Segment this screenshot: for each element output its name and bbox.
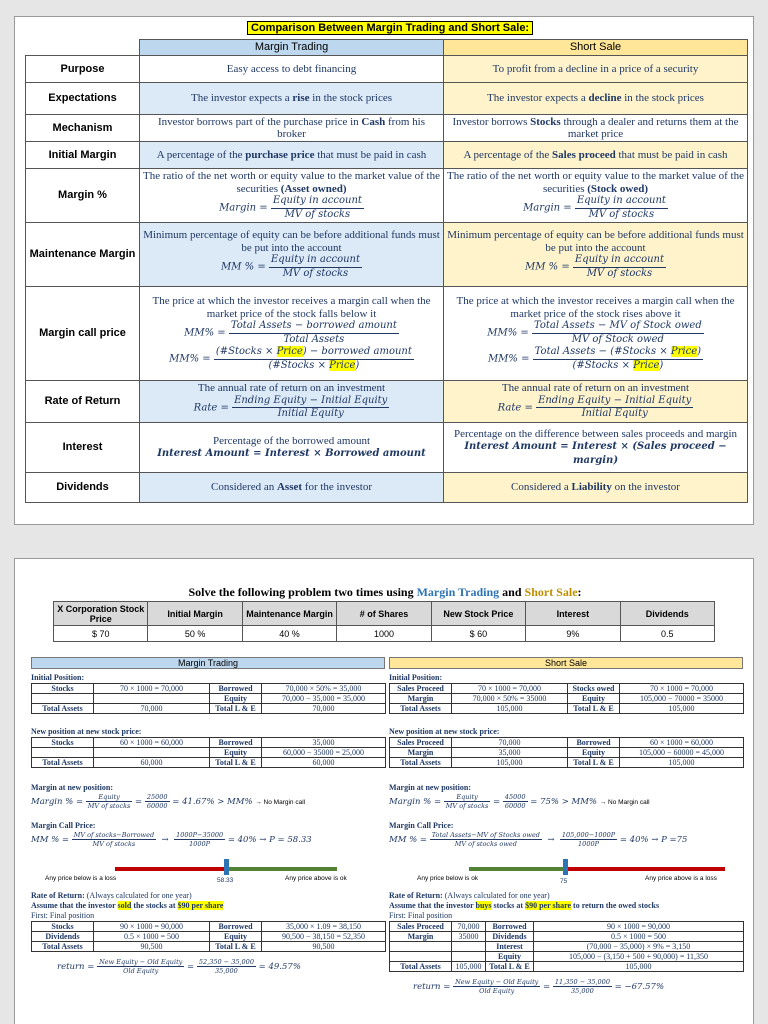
given-value: 1000 (337, 626, 431, 642)
ok-range-label: Any price below is ok (417, 875, 479, 882)
row-label-margin-call-price: Margin call price (26, 287, 140, 381)
given-value: $ 70 (54, 626, 148, 642)
margin-call-price-label: 75 (560, 878, 568, 885)
price-marker (563, 859, 568, 875)
ss-initial-position: Initial Position: Sales Proceed 70 × 1000 = 70,000 Stocks owed 70 × 1000 = 70,000 Margin 70,000 × 50% = 35000 Equity 105,000 − 70000 = 35000 Total Assets 105,000 Total L & E 105,000 (389, 673, 743, 714)
given-header: New Stock Price (431, 602, 525, 626)
given-header: Initial Margin (148, 602, 242, 626)
dividends-ss: Considered a Liability on the investor (444, 473, 748, 503)
col-header-short-sale: Short Sale (444, 40, 748, 56)
col-header-margin-trading: Margin Trading (140, 40, 444, 56)
margin-call-mt: The price at which the investor receives a margin call when the market price of the stock falls below it MM% = $\frac{\text{Total Assets − borrowed amount}}{\text{Total Assets}}$ MM% = $\frac{\text{(\#Stocks × Price) − borrowed amount}}{\text{(\#Stocks × Price)}}$ (140, 287, 444, 381)
margin-call-ss: The price at which the investor receives a margin call when the market price of the stock rises above it MM% = $\frac{\text{Total Assets − MV of Stock owed}}{\text{MV of Stock owed}}$ MM% = $\frac{\text{Total Assets − (\#Stocks × Price)}}{\text{(\#Stocks × Price)}}$ (444, 287, 748, 381)
margin-pct-ss: The ratio of the net worth or equity value to the market value of the securities (Stock owed) Margin = $\frac{\text{Equity in account}}{\text{MV of stocks}}$ (444, 169, 748, 223)
mechanism-ss: Investor borrows Stocks through a dealer and returns them at the market price (444, 115, 748, 142)
ok-range-bar (227, 867, 337, 871)
row-label-initial-margin: Initial Margin (26, 142, 140, 169)
ror-mt: The annual rate of return on an investment Rate = $\frac{\text{Ending Equity − Initial Equity}}{\text{Initial Equity}}$ (140, 381, 444, 423)
purpose-mt: Easy access to debt financing (140, 56, 444, 83)
ss-new-balance: Sales Proceed 70,000 Borrowed 60 × 1000 = 60,000 Margin 35,000 Equity 105,000 − 60000 = 45,000 Total Assets 105,000 Total L & E 105,000 (389, 737, 744, 768)
row-label-purpose: Purpose (26, 56, 140, 83)
given-value: 0.5 (620, 626, 714, 642)
row-label-rate-of-return: Rate of Return (26, 381, 140, 423)
ss-margin-new-position: Margin at new position: Margin % = $\frac{\text{Equity}}{\text{MV of stocks}}$ = $\frac{45000}{60000}$ = 75% > MM% → No Margin call (389, 783, 650, 810)
maintenance-mt: Minimum percentage of equity can be before additional funds must be put into the account MM % = $\frac{\text{Equity in account}}{\text{MV of stocks}}$ (140, 223, 444, 287)
given-value: 50 % (148, 626, 242, 642)
price-marker (224, 859, 229, 875)
row-label-expectations: Expectations (26, 83, 140, 115)
mt-return-formula: return = $\frac{\text{New Equity − Old Equity}}{\text{Old Equity}}$ = $\frac{52,350 - 35,000}{35,000}$ = 49.57% (57, 958, 301, 975)
margin-call-price-label: 58.33 (217, 877, 234, 884)
ss-new-position: New position at new stock price: Sales Proceed 70,000 Borrowed 60 × 1000 = 60,000 Margin 35,000 Equity 105,000 − 60000 = 45,000 Total Assets 105,000 Total L & E 105,000 (389, 727, 743, 768)
given-data-table (53, 601, 715, 642)
mt-rate-of-return: Rate of Return: (Always calculated for one year) Assume that the investor sold the stocks at $90 per share First: Final position Stocks 90 × 1000 = 90,000 Borrowed 35,000 × 1.09 = 38,150 Dividends 0.5 × 1000 = 500 Equity 90,500 − 38,150 = 52,350 Total Assets 90,500 Total L & E 90,500 return = $\frac{\text{New Equity − Old Equity}}{\text{Old Equity}}$ = $\frac{52,350 - 35,000}{35,000}$ = 49.57% (31, 891, 385, 975)
ss-final-balance: Sales Proceed 70,000 Borrowed 90 × 1000 = 90,000 Margin 35000 Dividends 0.5 × 1000 = 500 Interest (70,000 − 35,000) × 9% = 3,150 Equity 105,000 − (3,150 + 500 + 90,000) = 11,350 Total Assets 105,000 Total L & E 105,000 (389, 921, 744, 972)
loss-range-bar (565, 867, 725, 871)
mechanism-mt: Investor borrows part of the purchase price in Cash from his broker (140, 115, 444, 142)
expectations-mt: The investor expects a rise in the stock prices (140, 83, 444, 115)
given-value: $ 60 (431, 626, 525, 642)
initial-margin-mt: A percentage of the purchase price that must be paid in cash (140, 142, 444, 169)
ok-range-label: Any price above is ok (285, 875, 347, 882)
given-value: 9% (526, 626, 620, 642)
mt-margin-call: Margin Call Price: MM % = $\frac{\text{MV of stocks−Borrowed}}{\text{MV of stocks}}$ → $\frac{1000P-35000}{1000P}$ = 40% → P = 58.33 Any price below is a loss 58.33 Any price above is ok (31, 821, 347, 884)
margin-pct-mt: The ratio of the net worth or equity value to the market value of the securities (Asset owned) Margin = $\frac{\text{Equity in account}}{\text{MV of stocks}}$ (140, 169, 444, 223)
row-label-maintenance-margin: Maintenance Margin (26, 223, 140, 287)
loss-range-bar (115, 867, 227, 871)
maintenance-ss: Minimum percentage of equity can be before additional funds must be put into the account MM % = $\frac{\text{Equity in account}}{\text{MV of stocks}}$ (444, 223, 748, 287)
row-label-mechanism: Mechanism (26, 115, 140, 142)
row-label-dividends: Dividends (26, 473, 140, 503)
problem-title: Solve the following problem two times using Margin Trading and Short Sale: (188, 585, 582, 599)
dividends-mt: Considered an Asset for the investor (140, 473, 444, 503)
mt-margin-new-position: Margin at new position: Margin % = $\frac{\text{Equity}}{\text{MV of stocks}}$ = $\frac{25000}{60000}$ = 41.67% > MM% → No Margin call (31, 783, 306, 810)
mt-final-balance: Stocks 90 × 1000 = 90,000 Borrowed 35,000 × 1.09 = 38,150 Dividends 0.5 × 1000 = 500 Equity 90,500 − 38,150 = 52,350 Total Assets 90,500 Total L & E 90,500 (31, 921, 386, 952)
given-header: Interest (526, 602, 620, 626)
expectations-ss: The investor expects a decline in the stock prices (444, 83, 748, 115)
loss-range-label: Any price above is a loss (645, 875, 717, 882)
row-label-interest: Interest (26, 423, 140, 473)
ok-range-bar (469, 867, 565, 871)
mt-initial-position: Initial Position: Stocks 70 × 1000 = 70,000 Borrowed 70,000 × 50% = 35,000 Equity 70,000 − 35,000 = 35,000 Total Assets 70,000 Total L & E 70,000 (31, 673, 385, 714)
row-label-margin-pct: Margin % (26, 169, 140, 223)
section-header-short-sale: Short Sale (389, 657, 743, 669)
ss-return-formula: return = $\frac{\text{New Equity − Old Equity}}{\text{Old Equity}}$ = $\frac{11,350 - 35,000}{35,000}$ = −67.57% (413, 978, 665, 995)
ss-margin-call: Margin Call Price: MM % = $\frac{\text{Total Assets−MV of Stocks owed}}{\text{MV of stocks owed}}$ → $\frac{105,000-1000P}{1000P}$ = 40% → P =75 Any price below is ok 75 Any price above is a loss (389, 821, 743, 885)
given-header: # of Shares (337, 602, 431, 626)
comparison-title: Comparison Between Margin Trading and Short Sale: (247, 21, 533, 35)
mt-initial-balance: Stocks 70 × 1000 = 70,000 Borrowed 70,000 × 50% = 35,000 Equity 70,000 − 35,000 = 35,000 Total Assets 70,000 Total L & E 70,000 (31, 683, 386, 714)
ror-ss: The annual rate of return on an investment Rate = $\frac{\text{Ending Equity − Initial Equity}}{\text{Initial Equity}}$ (444, 381, 748, 423)
given-value: 40 % (242, 626, 336, 642)
loss-range-label: Any price below is a loss (45, 875, 117, 882)
comparison-table (25, 39, 748, 503)
mt-new-position: New position at new stock price: Stocks 60 × 1000 = 60,000 Borrowed 35,000 Equity 60,000 − 35000 = 25,000 Total Assets 60,000 Total L & E 60,000 (31, 727, 385, 768)
mt-new-balance: Stocks 60 × 1000 = 60,000 Borrowed 35,000 Equity 60,000 − 35000 = 25,000 Total Assets 60,000 Total L & E 60,000 (31, 737, 386, 768)
given-header: Dividends (620, 602, 714, 626)
section-header-margin-trading: Margin Trading (31, 657, 385, 669)
ss-rate-of-return: Rate of Return: (Always calculated for one year) Assume that the investor buys stocks at $90 per share to return the owed stocks First: Final position Sales Proceed 70,000 Borrowed 90 × 1000 = 90,000 Margin 35000 Dividends 0.5 × 1000 = 500 Interest (70,000 − 35,000) × 9% = 3,150 Equity 105,000 − (3,150 + 500 + 90,000) = 11,350 Total Assets 105,000 Total L & E 105,000 return = $\frac{\text{New Equity − Old Equity}}{\text{Old Equity}}$ = $\frac{11,350 - 35,000}{35,000}$ = −67.57% (389, 891, 743, 995)
given-header: X Corporation Stock Price (54, 602, 148, 626)
initial-margin-ss: A percentage of the Sales proceed that must be paid in cash (444, 142, 748, 169)
interest-mt: Percentage of the borrowed amount Interest Amount = Interest × Borrowed amount (140, 423, 444, 473)
ss-initial-balance: Sales Proceed 70 × 1000 = 70,000 Stocks owed 70 × 1000 = 70,000 Margin 70,000 × 50% = 35000 Equity 105,000 − 70000 = 35000 Total Assets 105,000 Total L & E 105,000 (389, 683, 744, 714)
given-header: Maintenance Margin (242, 602, 336, 626)
problem-panel (14, 558, 754, 1024)
interest-ss: Percentage on the difference between sales proceeds and margin Interest Amount = Interest × (Sales proceed − margin) (444, 423, 748, 473)
comparison-panel (14, 16, 754, 525)
purpose-ss: To profit from a decline in a price of a security (444, 56, 748, 83)
